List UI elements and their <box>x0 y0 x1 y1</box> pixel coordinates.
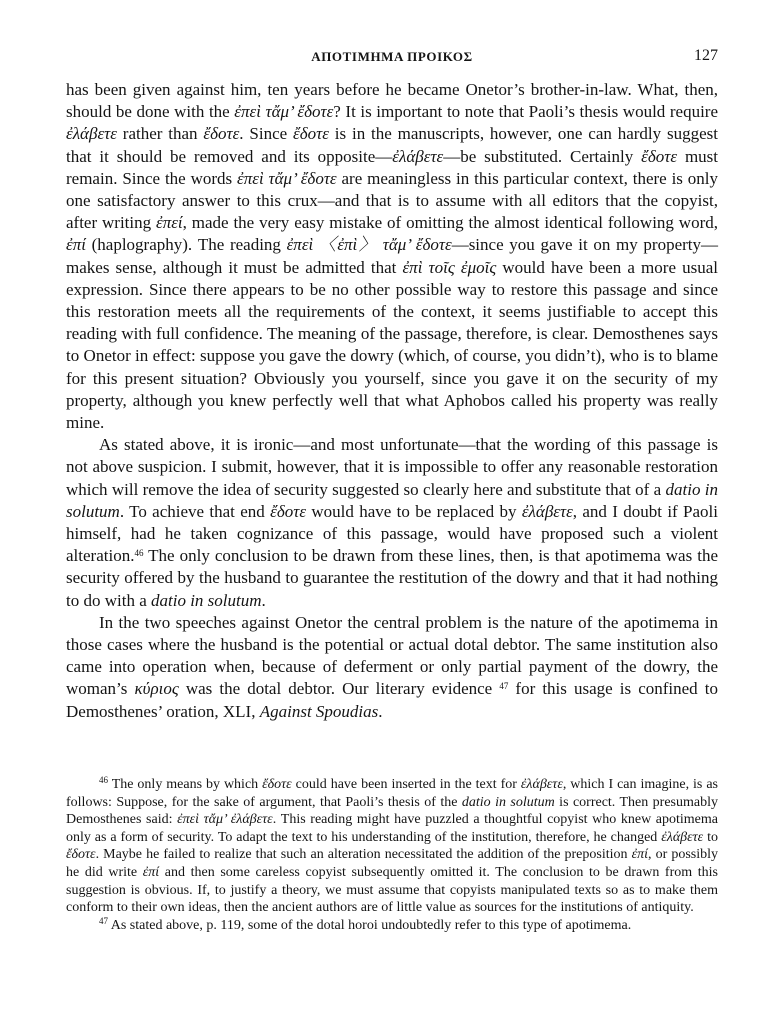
italic-text: ἐπεὶ τἄμ’ ἔδοτε <box>237 168 337 188</box>
text-run: . Maybe he failed to realize that such an alteration necessitated the addition of the preposition <box>95 847 632 863</box>
text-run: As stated above, p. 119, some of the dotal horoi undoubtedly refer to this type of apotimema. <box>108 917 632 933</box>
text-run: (haplography). The reading <box>85 235 287 255</box>
footnote-reference: 47 <box>99 915 108 926</box>
text-run: are meaningless in this particular context, there is only one satisfactory answer to this crux—and that is to assume with all editors that the copyist, after writing <box>66 168 718 233</box>
body-paragraph <box>66 79 718 434</box>
footnote-reference: 46 <box>99 775 108 785</box>
italic-text: ἐλάβετε <box>66 124 117 144</box>
italic-text: κύριος <box>134 679 179 699</box>
text-run: —be substituted. Certainly <box>443 146 642 166</box>
text-run: . Since <box>239 124 294 144</box>
text-run: has been given against him, ten years before he became Onetor’s brother-in-law. What, then, should be done with the <box>66 80 718 122</box>
italic-text: ἐπί <box>142 864 160 880</box>
text-run: . This reading might have puzzled a thoughtful copyist who knew apotimema only as a form of security. To adapt the text to his understanding of the institution, therefore, he changed <box>66 812 718 845</box>
text-run: , made the very easy mistake of omitting the almost identical following word, <box>182 213 718 233</box>
italic-text: Against Spoudias <box>259 701 379 721</box>
footnote-reference: 46 <box>134 548 144 559</box>
text-run: , which I can imagine, is as follows: Suppose, for the sake of argument, that Paoli’s thesis of the <box>66 777 718 810</box>
page-number: 127 <box>694 47 718 64</box>
text-run: , or possibly he did write <box>66 847 718 880</box>
italic-text: ἐπεὶ τἄμ’ ἔδοτε <box>234 102 334 122</box>
italic-text: ἔδοτε <box>203 124 240 144</box>
text-run: . <box>378 701 383 721</box>
text-run: ? It is important to note that Paoli’s thesis would require <box>333 102 719 122</box>
italic-text: datio in solutum <box>151 590 262 610</box>
italic-text: ἐπεὶ 〈ἐπὶ〉 τἄμ’ ἔδοτε <box>286 235 452 255</box>
italic-text: ἔδοτε <box>293 124 329 144</box>
text-run: would have been a more usual expression. Since there appears to be no other possible way to restore this passage and since this restoration meets all the requirements of the context, it seems justifiable to accept this reading with full confidence. The meaning of the passage, therefore, is clear. Demosthenes says to Onetor in effect: suppose you gave the dowry (which, of course, you didn’t), who is to blame for this present situation? Obviously you yourself, since you gave it on the security of my property, although you knew perfectly well that what Aphobos called his property was really mine. <box>66 257 718 433</box>
italic-text: ἐπεὶ τἄμ’ ἐλάβετε <box>177 812 273 828</box>
text-run: As stated above, it is ironic—and most unfortunate—that the wording of this passage is not above suspicion. I submit, however, that it is impossible to offer any reasonable restoration which will remove the idea of security suggested so clearly here and substitute that of a <box>66 435 718 499</box>
text-run: . To achieve that end <box>119 501 271 521</box>
italic-text: ἐλάβετε <box>520 777 563 792</box>
text-run: The only means by which <box>108 777 263 792</box>
text-run: The only conclusion to be drawn from these lines, then, is that apotimema was the security offered by the husband to guarantee the restitution of the dowry and that it had nothing to do with a <box>66 546 718 610</box>
body-text <box>66 79 718 723</box>
italic-text: ἔδοτε <box>641 146 678 166</box>
italic-text: ἔδοτε <box>262 777 292 792</box>
running-head <box>66 49 718 69</box>
text-run: could have been inserted in the text for <box>291 777 521 792</box>
footnote-reference: 47 <box>499 681 509 692</box>
text-run: . <box>261 590 266 610</box>
italic-text: ἐλάβετε <box>392 146 444 166</box>
text-run: to <box>703 829 718 845</box>
italic-text: ἐπί <box>631 847 648 863</box>
italic-text: ἐπεί <box>156 213 183 233</box>
text-run: rather than <box>116 124 204 144</box>
text-run: is in the manuscripts, however, one can hardly suggest that it should be removed and its opposite— <box>66 124 718 166</box>
footnote <box>66 917 718 935</box>
italic-text: ἔδοτε <box>66 847 96 863</box>
footnotes <box>66 776 718 934</box>
body-paragraph <box>66 434 718 612</box>
running-title: ΑΠΟΤΙΜΗΜΑ ΠΡΟΙΚΟΣ <box>311 49 473 64</box>
text-run: In the two speeches against Onetor the central problem is the nature of the apotimema in those cases where the husband is the potential or actual dotal debtor. The same institution also came into operation when, because of deferment or only partial payment of the dowry, the woman’s <box>66 612 718 699</box>
italic-text: ἐπὶ τοῖς ἐμοῖς <box>402 257 497 277</box>
footnote <box>66 776 718 917</box>
body-paragraph <box>66 612 718 723</box>
text-run: is correct. Then presumably Demosthenes said: <box>66 794 718 828</box>
italic-text: ἔδοτε <box>270 501 307 521</box>
text-run: would have to be replaced by <box>306 501 522 521</box>
italic-text: ἐλάβετε <box>661 829 704 845</box>
text-run: and then some careless copyist subsequently omitted it. The conclusion to be drawn from this suggestion is obvious. If, to justify a theory, we must assume that copyists manipulated texts so as to make them conform to their own ideas, then the ancient authors are of little value as sources for the institutions of antiquity. <box>66 864 719 916</box>
italic-text: datio in solutum <box>66 479 718 521</box>
text-run: must remain. Since the words <box>66 146 719 188</box>
text-run: , and I doubt if Paoli himself, had he taken cognizance of this passage, would have proposed such a violent alteration. <box>66 501 718 566</box>
text-run: for this usage is confined to Demosthenes’ oration, XLI, <box>66 679 718 721</box>
text-run: —since you gave it on my property—makes sense, although it must be admitted that <box>66 235 719 277</box>
text-run: was the dotal debtor. Our literary evidence <box>178 679 500 699</box>
italic-text: ἐλάβετε <box>521 501 573 521</box>
italic-text: ἐπί <box>66 235 86 255</box>
italic-text: datio in solutum <box>461 794 555 810</box>
